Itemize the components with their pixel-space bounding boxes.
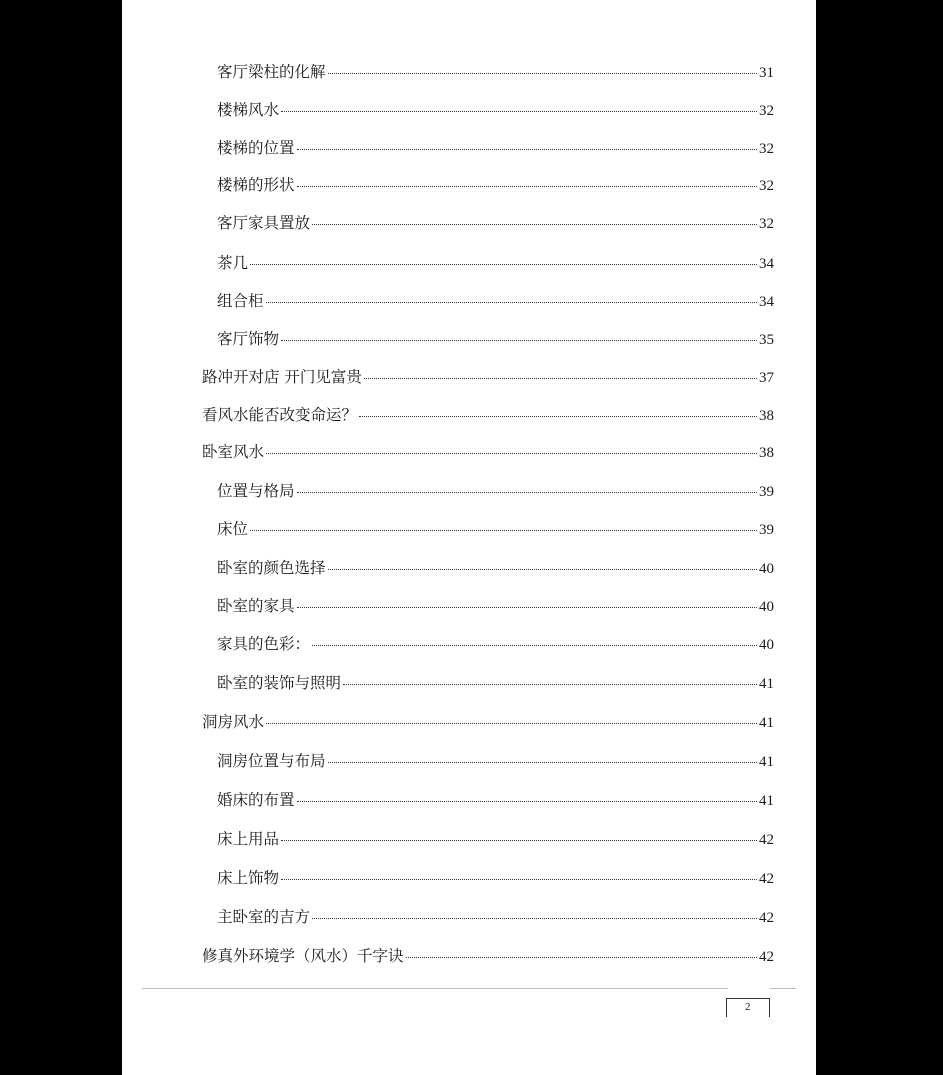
toc-entry-page: 40	[759, 561, 774, 577]
toc-leader-dots	[250, 530, 757, 531]
toc-entry[interactable]	[217, 481, 774, 502]
toc-leader-dots	[343, 684, 757, 685]
toc-entry-page: 32	[759, 141, 774, 157]
toc-entry-title: 床位	[217, 520, 249, 538]
toc-entry-page: 42	[759, 871, 774, 887]
toc-entry[interactable]	[217, 253, 774, 274]
toc-entry-title: 楼梯的位置	[217, 139, 295, 157]
toc-entry-page: 32	[759, 216, 774, 232]
toc-entry-title: 家具的色彩：	[217, 635, 311, 653]
toc-entry-title: 床上用品	[217, 830, 280, 848]
toc-entry-title: 路冲开对店 开门见富贵	[202, 368, 362, 386]
toc-entry-page: 41	[759, 793, 774, 809]
toc-leader-dots	[250, 264, 757, 265]
toc-entry[interactable]	[217, 62, 774, 83]
toc-leader-dots	[359, 416, 757, 417]
toc-entry-title: 看风水能否改变命运？	[202, 406, 358, 424]
toc-leader-dots	[297, 801, 757, 802]
toc-entry[interactable]	[217, 596, 774, 617]
toc-entry-title: 婚床的布置	[217, 791, 295, 809]
toc-entry-page: 38	[759, 408, 774, 424]
toc-entry[interactable]	[217, 329, 774, 350]
toc-leader-dots	[328, 73, 757, 74]
toc-entry[interactable]	[202, 712, 774, 733]
toc-entry-page: 41	[759, 754, 774, 770]
toc-leader-dots	[266, 723, 757, 724]
toc-leader-dots	[281, 840, 757, 841]
toc-entry[interactable]	[217, 751, 774, 772]
toc-entry-page: 41	[759, 715, 774, 731]
toc-leader-dots	[364, 378, 757, 379]
toc-leader-dots	[297, 492, 757, 493]
toc-entry[interactable]	[217, 175, 774, 196]
toc-entry-title: 洞房位置与布局	[217, 752, 326, 770]
toc-entry-title: 客厅家具置放	[217, 214, 311, 232]
toc-entry[interactable]	[217, 213, 774, 234]
toc-leader-dots	[312, 918, 757, 919]
toc-entry-page: 34	[759, 256, 774, 272]
toc-entry[interactable]	[217, 907, 774, 928]
toc-leader-dots	[281, 111, 757, 112]
toc-entry-title: 洞房风水	[202, 713, 265, 731]
toc-entry[interactable]	[217, 519, 774, 540]
toc-entry-title: 楼梯的形状	[217, 176, 295, 194]
toc-entry[interactable]	[217, 790, 774, 811]
toc-entry-page: 34	[759, 294, 774, 310]
toc-leader-dots	[297, 607, 757, 608]
toc-leader-dots	[328, 569, 757, 570]
toc-entry[interactable]	[217, 829, 774, 850]
toc-entry-title: 卧室的装饰与照明	[217, 674, 342, 692]
toc-entry[interactable]	[217, 291, 774, 312]
toc-entry[interactable]	[217, 634, 774, 655]
toc-entry-title: 位置与格局	[217, 482, 295, 500]
toc-leader-dots	[328, 762, 757, 763]
toc-entry[interactable]	[202, 405, 774, 426]
toc-entry[interactable]	[217, 100, 774, 121]
toc-entry-page: 42	[759, 832, 774, 848]
toc-leader-dots	[312, 645, 757, 646]
toc-entry[interactable]	[217, 868, 774, 889]
toc-leader-dots	[406, 957, 757, 958]
toc-entry[interactable]	[217, 558, 774, 579]
toc-leader-dots	[297, 186, 757, 187]
toc-entry[interactable]	[217, 673, 774, 694]
toc-entry[interactable]	[202, 946, 774, 967]
document-page	[122, 0, 816, 1075]
toc-leader-dots	[266, 302, 757, 303]
toc-leader-dots	[312, 224, 757, 225]
toc-entry-title: 楼梯风水	[217, 101, 280, 119]
toc-leader-dots	[281, 340, 757, 341]
toc-leader-dots	[281, 879, 757, 880]
toc-entry-page: 32	[759, 103, 774, 119]
toc-entry-title: 茶几	[217, 254, 249, 272]
toc-entry-title: 卧室风水	[202, 443, 265, 461]
toc-entry[interactable]	[217, 138, 774, 159]
footer-rule	[142, 988, 728, 989]
toc-entry-title: 修真外环境学（风水）千字诀	[202, 947, 404, 965]
toc-entry-title: 客厅梁柱的化解	[217, 63, 326, 81]
toc-entry-title: 卧室的家具	[217, 597, 295, 615]
toc-entry-page: 35	[759, 332, 774, 348]
toc-entry-page: 40	[759, 599, 774, 615]
toc-entry-page: 42	[759, 949, 774, 965]
toc-entry-title: 组合柜	[217, 292, 264, 310]
toc-entry-title: 客厅饰物	[217, 330, 280, 348]
toc-entry-title: 主卧室的吉方	[217, 908, 311, 926]
toc-entry-page: 32	[759, 178, 774, 194]
toc-entry-page: 41	[759, 676, 774, 692]
toc-leader-dots	[266, 453, 757, 454]
toc-entry-page: 40	[759, 637, 774, 653]
toc-entry-page: 38	[759, 445, 774, 461]
footer-rule-right	[770, 988, 796, 989]
toc-entry[interactable]	[202, 442, 774, 463]
toc-entry-page: 37	[759, 370, 774, 386]
toc-entry-page: 39	[759, 522, 774, 538]
toc-entry-page: 31	[759, 65, 774, 81]
toc-entry-title: 卧室的颜色选择	[217, 559, 326, 577]
toc-leader-dots	[297, 149, 757, 150]
toc-entry-page: 42	[759, 910, 774, 926]
page-number: 2	[745, 1001, 751, 1013]
toc-entry-title: 床上饰物	[217, 869, 280, 887]
toc-entry[interactable]	[202, 367, 774, 388]
toc-entry-page: 39	[759, 484, 774, 500]
